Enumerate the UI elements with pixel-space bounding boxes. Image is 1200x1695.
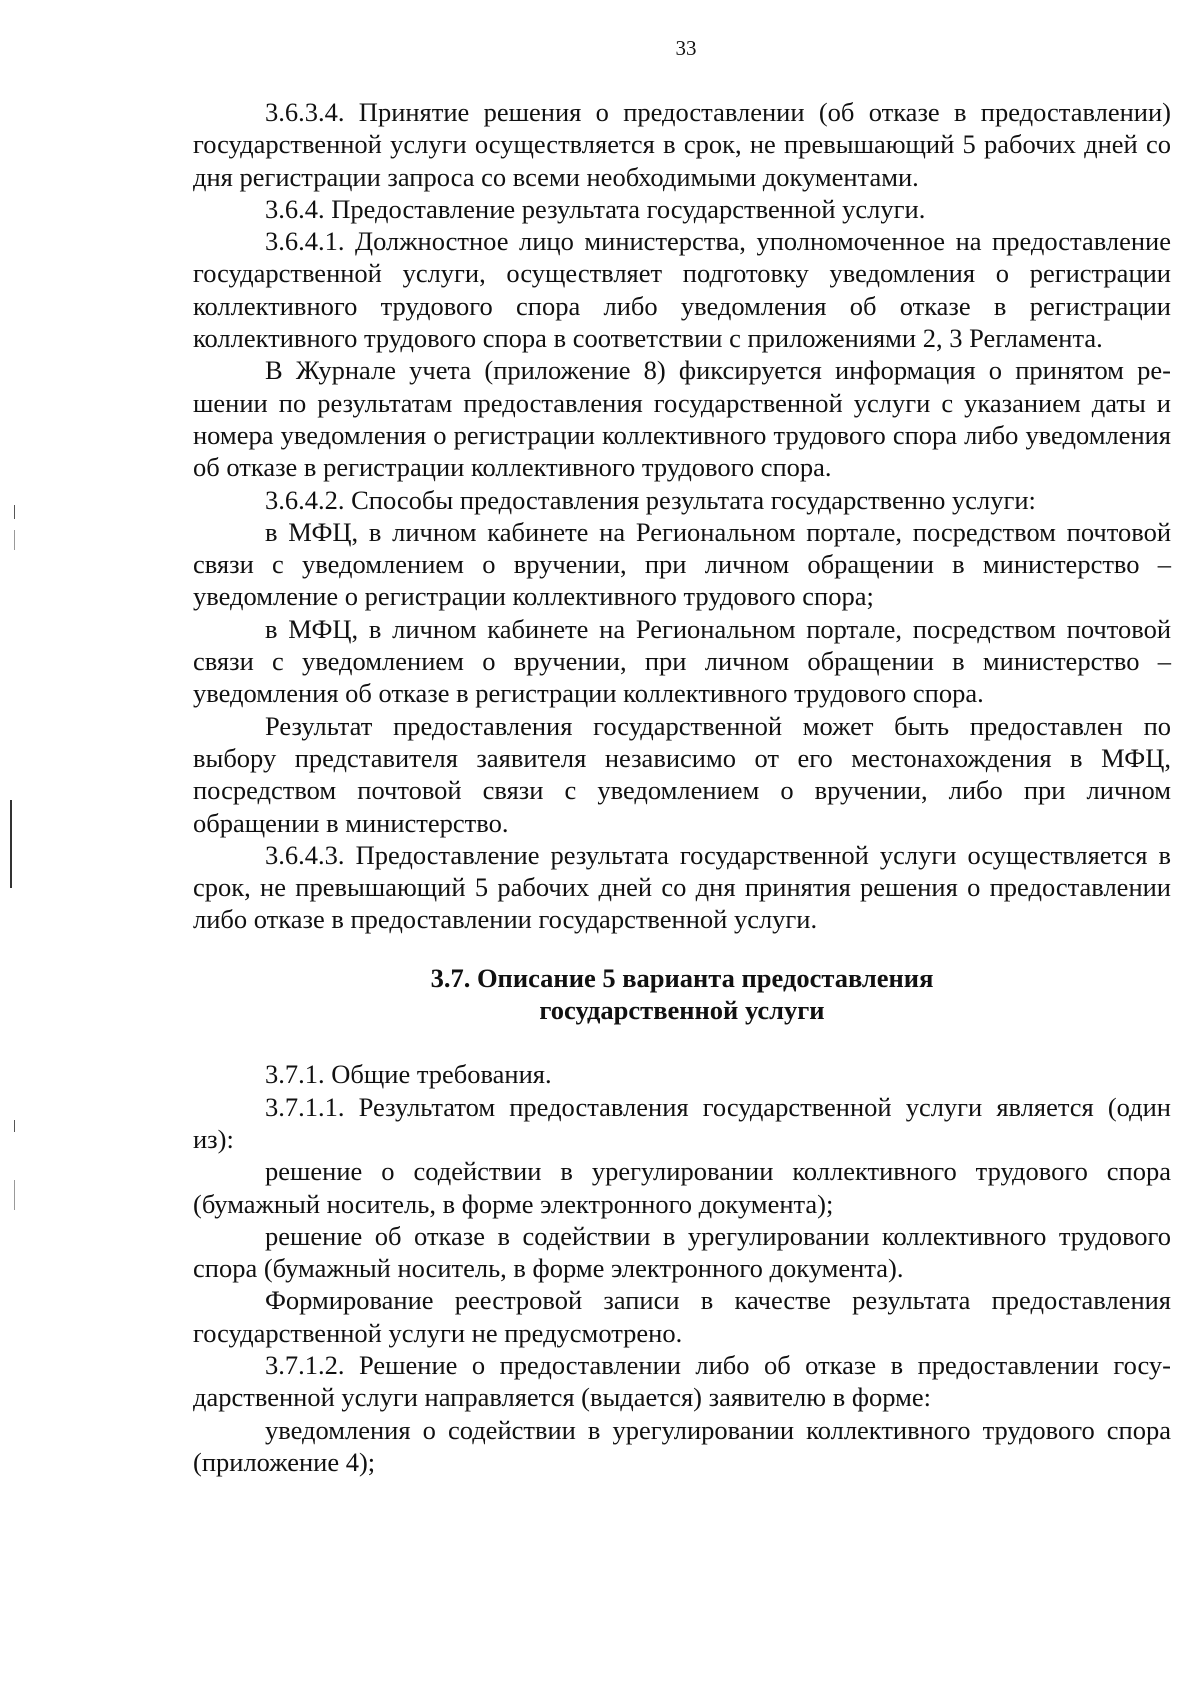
paragraph-mfc-refusal: в МФЦ, в личном кабинете на Региональном портале, посредством почтовой связи с уведомлением о вручении, при личном обращении в министерство – уведомления об отказе в регистрации коллективного трудового спора. — [193, 613, 1171, 709]
section-heading-line-1: 3.7. Описание 5 варианта предоставления — [430, 962, 934, 993]
paragraph-3-6-4-2: 3.6.4.2. Способы предоставления результата государственно услуги: — [265, 484, 1036, 515]
scan-mark — [14, 530, 15, 550]
paragraph-3-7-1: 3.7.1. Общие требования. — [265, 1059, 552, 1090]
scan-mark — [14, 505, 15, 519]
paragraph-3-6-4: 3.6.4. Предоставление результата государственной услуги. — [265, 193, 926, 224]
paragraph-notification-assist: уведомления о содействии в урегулировании коллективного трудового спора (приложение 4); — [193, 1414, 1171, 1477]
paragraph-decision-assist: решение о содействии в урегулировании коллективного трудового спора (бумажный носитель, в форме электронного документа); — [193, 1156, 1171, 1219]
paragraph-3-6-4-3: 3.6.4.3. Предоставление результата государственной услуги осуществляется в срок, не превышающий 5 рабочих дней со дня принятия решения о предоставлении либо отказе в предоставлении государственной услуги. — [193, 839, 1171, 935]
paragraph-decision-refusal: решение об отказе в содействии в урегулировании коллективного трудового спора (бумажный носитель, в форме электронного документа). — [193, 1220, 1171, 1284]
paragraph-result-choice: Результат предоставления государственной может быть предоставлен по выбору представителя заявителя независимо от его местонахождения в МФЦ, посредством почтовой связи с уведомлением о вручении, либо при личном обращении в министерство. — [193, 710, 1171, 838]
paragraph-3-6-4-1: 3.6.4.1. Должностное лицо министерства, уполномоченное на предоставление государственной услуги, осуществляет подготовку уведомления о регистрации коллективного трудового спора либо уведомления об отказе в регистрации коллективного трудового спора в соответствии с приложениями 2, 3 Регламента. — [193, 226, 1171, 354]
section-heading-line-2: государственной услуги — [539, 995, 825, 1026]
page-number: 33 — [675, 36, 697, 60]
paragraph-3-6-3-4: 3.6.3.4. Принятие решения о предоставлении (об отказе в предоставлении) государственной услуги осуществляется в срок, не превышающий 5 рабочих дней со дня регистрации запроса со всеми необходимыми документами. — [193, 97, 1171, 192]
paragraph-3-7-1-1: 3.7.1.1. Результатом предоставления государственной услуги является (один из): — [193, 1091, 1171, 1154]
scan-mark — [10, 800, 12, 888]
paragraph-registry-record: Формирование реестровой записи в качестве результата предоставления государственной услуги не предусмотрено. — [193, 1285, 1171, 1348]
section-heading-3-7 — [193, 962, 1171, 1027]
scan-mark — [14, 1120, 15, 1132]
document-body — [193, 96, 1171, 1478]
paragraph-journal: В Журнале учета (приложение 8) фиксируется информация о принятом решении по результатам предоставления государственной услуги с указанием даты и номера уведомления о регистрации коллективного трудового спора либо уведомления об отказе в регистрации коллективного трудового спора. — [193, 355, 1171, 483]
scan-mark — [14, 1180, 15, 1210]
paragraph-3-7-1-2: 3.7.1.2. Решение о предоставлении либо об отказе в предоставлении государственной услуги направляется (выдается) заявителю в форме: — [193, 1349, 1171, 1413]
paragraph-mfc-registration: в МФЦ, в личном кабинете на Региональном портале, посредством почтовой связи с уведомлением о вручении, при личном обращении в министерство – уведомление о регистрации коллективного трудового спора; — [193, 516, 1171, 612]
